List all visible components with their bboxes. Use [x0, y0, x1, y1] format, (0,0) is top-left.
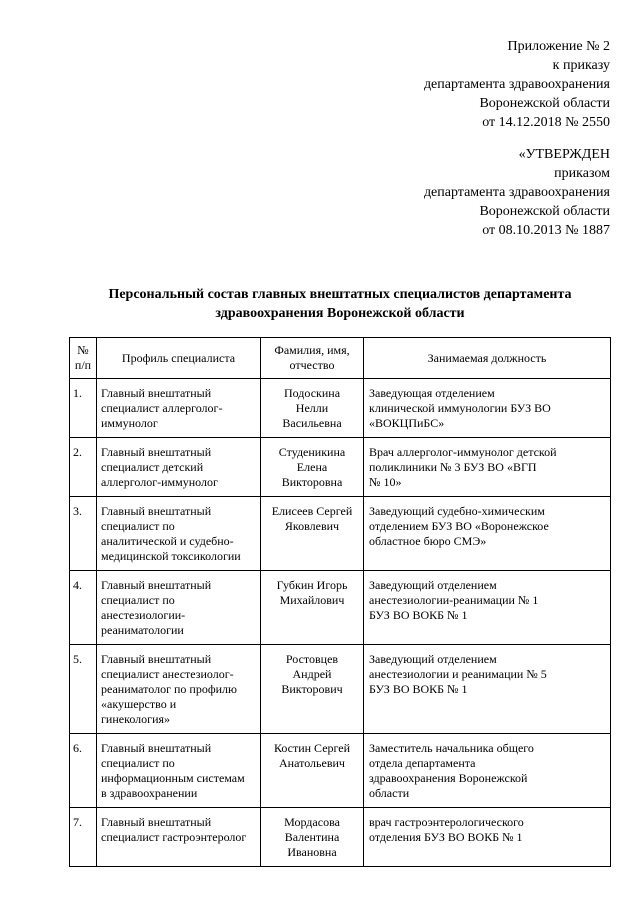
title-line: Персональный состав главных внештатных специалистов департамента — [108, 287, 572, 302]
row-position — [364, 497, 611, 571]
row-position-line: врач гастроэнтерологического — [369, 815, 524, 829]
row-position-line: анестезиологии и реанимации № 5 — [369, 667, 547, 681]
row-name-line: Ивановна — [287, 845, 337, 859]
row-name-line: Губкин Игорь — [276, 578, 348, 592]
row-name-line: Елисеев Сергей — [271, 504, 353, 518]
row-position — [364, 808, 611, 867]
row-position-line: поликлиники № 3 БУЗ ВО «ВГП — [369, 460, 537, 474]
row-position-line: анестезиологии-реанимации № 1 — [369, 593, 539, 607]
row-profile-line: специалист аллерголог- — [101, 401, 223, 415]
row-profile — [97, 734, 261, 808]
annex-header — [424, 37, 610, 132]
row-profile — [97, 571, 261, 645]
row-position-line: № 10» — [369, 475, 402, 489]
row-position-line: «ВОКЦПиБС» — [369, 416, 445, 430]
annex-line: Воронежской области — [479, 96, 610, 111]
table-row — [70, 497, 611, 571]
row-profile-line: анестезиологии- — [101, 608, 186, 622]
annex-line: департамента здравоохранения — [423, 77, 610, 92]
row-profile-line: аллерголог-иммунолог — [101, 475, 218, 489]
approved-line: Воронежской области — [479, 204, 610, 219]
approved-line: приказом — [554, 166, 610, 181]
document-title — [40, 285, 640, 323]
row-position — [364, 645, 611, 734]
approved-header — [424, 145, 610, 240]
row-position — [364, 379, 611, 438]
approved-line: от 08.10.2013 № 1887 — [482, 223, 610, 238]
row-position-line: Заместитель начальника общего — [369, 741, 534, 755]
row-name — [261, 808, 364, 867]
row-profile-line: специалист по — [101, 756, 175, 770]
row-name — [261, 438, 364, 497]
row-position — [364, 734, 611, 808]
header-name-line: отчество — [289, 358, 335, 372]
annex-line: от 14.12.2018 № 2550 — [482, 115, 610, 130]
row-position-line: отделения БУЗ ВО ВОКБ № 1 — [369, 830, 523, 844]
header-name-line: Фамилия, имя, — [274, 343, 350, 357]
row-name-line: Ростовцев — [285, 652, 339, 666]
row-name-line: Михайлович — [279, 593, 345, 607]
table-row — [70, 379, 611, 438]
row-number: 4. — [70, 571, 97, 645]
approved-line: департамента здравоохранения — [423, 185, 610, 200]
row-position-line: Заведующий отделением — [369, 578, 497, 592]
row-name — [261, 645, 364, 734]
header-number-line: № — [77, 343, 89, 357]
header-number — [70, 338, 97, 379]
row-profile-line: иммунолог — [101, 416, 158, 430]
row-profile — [97, 379, 261, 438]
row-profile-line: реаниматолог по профилю — [101, 682, 238, 696]
row-number: 1. — [70, 379, 97, 438]
row-profile-line: медицинской токсикологии — [101, 549, 241, 563]
row-name-line: Андрей — [292, 667, 332, 681]
header-position: Занимаемая должность — [364, 338, 611, 379]
row-profile-line: Главный внештатный — [101, 386, 212, 400]
row-name-line: Мордасова — [284, 815, 340, 829]
row-position — [364, 571, 611, 645]
table-row — [70, 645, 611, 734]
header-profile: Профиль специалиста — [97, 338, 261, 379]
row-position-line: БУЗ ВО ВОКБ № 1 — [369, 682, 468, 696]
row-position-line: Заведующая отделением — [369, 386, 495, 400]
approved-line: «УТВЕРЖДЕН — [518, 147, 610, 162]
row-name — [261, 379, 364, 438]
row-profile-line: в здравоохранении — [101, 786, 198, 800]
row-profile — [97, 497, 261, 571]
row-profile-line: аналитической и судебно- — [101, 534, 234, 548]
row-profile — [97, 438, 261, 497]
row-name-line: Нелли — [295, 401, 329, 415]
table-row — [70, 808, 611, 867]
row-position-line: Заведующий судебно-химическим — [369, 504, 545, 518]
title-line: здравоохранения Воронежской области — [215, 306, 465, 321]
row-position-line: отделением БУЗ ВО «Воронежское — [369, 519, 549, 533]
row-name-line: Викторовна — [281, 475, 343, 489]
row-number: 6. — [70, 734, 97, 808]
row-profile-line: Главный внештатный — [101, 652, 212, 666]
row-name-line: Подоскина — [283, 386, 341, 400]
row-name — [261, 734, 364, 808]
row-profile-line: Главный внештатный — [101, 445, 212, 459]
row-position-line: клинической иммунологии БУЗ ВО — [369, 401, 551, 415]
row-profile-line: Главный внештатный — [101, 504, 212, 518]
row-name-line: Викторович — [281, 682, 343, 696]
row-position-line: БУЗ ВО ВОКБ № 1 — [369, 608, 468, 622]
row-name-line: Елена — [296, 460, 328, 474]
row-profile-line: специалист анестезиолог- — [101, 667, 234, 681]
row-name-line: Студеникина — [278, 445, 346, 459]
row-profile-line: специалист гастроэнтеролог — [101, 830, 247, 844]
row-name-line: Анатольевич — [279, 756, 345, 770]
row-number: 7. — [70, 808, 97, 867]
row-profile-line: гинекология» — [101, 712, 171, 726]
row-profile-line: информационным системам — [101, 771, 245, 785]
row-profile-line: Главный внештатный — [101, 815, 212, 829]
table-header-row — [70, 338, 611, 379]
row-profile-line: Главный внештатный — [101, 741, 212, 755]
row-profile-line: «акушерство и — [101, 697, 177, 711]
row-profile-line: реаниматологии — [101, 623, 184, 637]
row-position-line: Заведующий отделением — [369, 652, 497, 666]
row-number: 5. — [70, 645, 97, 734]
row-name-line: Валентина — [284, 830, 340, 844]
row-name-line: Костин Сергей — [273, 741, 351, 755]
row-profile-line: Главный внештатный — [101, 578, 212, 592]
row-profile-line: специалист детский — [101, 460, 204, 474]
row-name — [261, 497, 364, 571]
table-row — [70, 438, 611, 497]
row-name — [261, 571, 364, 645]
header-number-line: п/п — [74, 358, 92, 372]
row-profile — [97, 808, 261, 867]
row-position — [364, 438, 611, 497]
table-body — [70, 379, 611, 867]
row-position-line: отдела департамента — [369, 756, 476, 770]
row-name-line: Яковлевич — [284, 519, 340, 533]
row-number: 3. — [70, 497, 97, 571]
row-position-line: здравоохранения Воронежской — [369, 771, 528, 785]
row-name-line: Васильевна — [282, 416, 342, 430]
annex-line: к приказу — [552, 58, 610, 73]
row-position-line: области — [369, 786, 410, 800]
row-position-line: областное бюро СМЭ» — [369, 534, 487, 548]
row-number: 2. — [70, 438, 97, 497]
row-profile-line: специалист по — [101, 519, 175, 533]
annex-line: Приложение № 2 — [507, 39, 610, 54]
row-profile-line: специалист по — [101, 593, 175, 607]
table-row — [70, 571, 611, 645]
table-row — [70, 734, 611, 808]
row-profile — [97, 645, 261, 734]
header-name — [261, 338, 364, 379]
specialists-table — [69, 337, 611, 867]
row-position-line: Врач аллерголог-иммунолог детской — [369, 445, 557, 459]
